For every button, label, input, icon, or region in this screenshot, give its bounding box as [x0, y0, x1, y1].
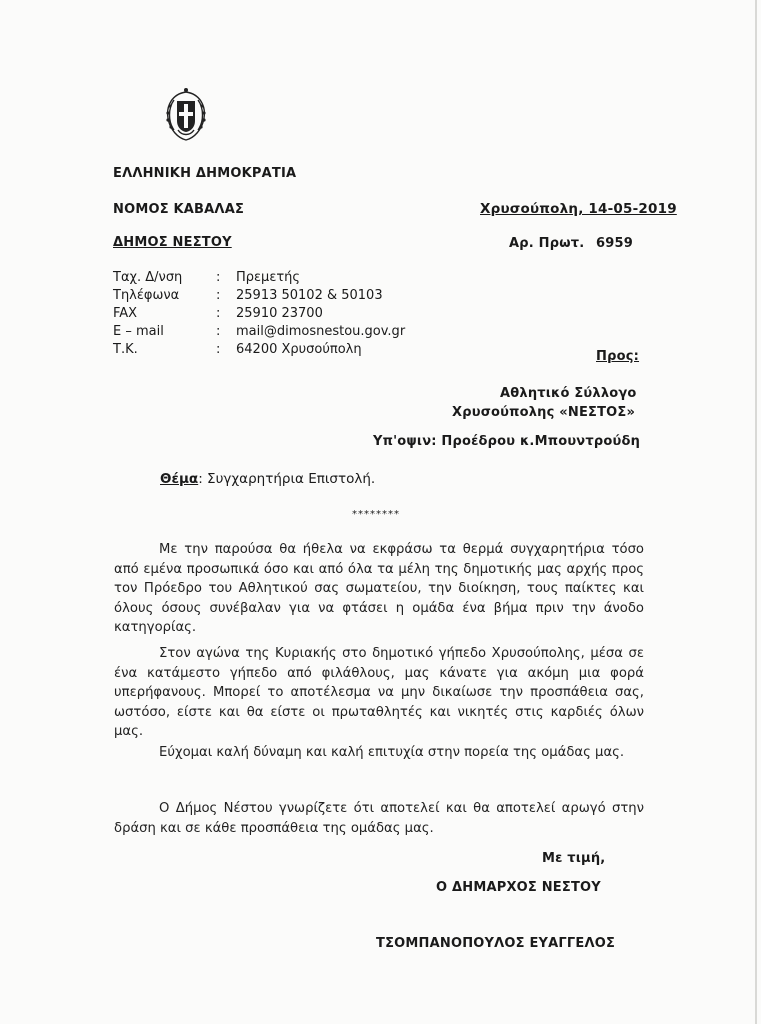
coat-of-arms-icon — [158, 86, 214, 144]
attention-line: Υπ'οψιν: Προέδρου κ.Μπουντρούδη — [373, 434, 641, 449]
body-paragraph: Εύχομαι καλή δύναμη και καλή επιτυχία στην πορεία της ομάδας μας. — [159, 745, 625, 760]
contact-label: FAX — [113, 306, 138, 321]
closing-regards: Με τιμή, — [542, 851, 606, 866]
contact-value: 25913 50102 & 50103 — [236, 288, 383, 303]
place-date: Χρυσούπολη, 14-05-2019 — [480, 201, 677, 217]
contact-colon: : — [216, 306, 221, 321]
to-label: Προς: — [596, 349, 640, 364]
signatory-name: ΤΣΟΜΠΑΝΟΠΟΥΛΟΣ ΕΥΑΓΓΕΛΟΣ — [376, 936, 616, 951]
contact-label: Ταχ. Δ/νση — [113, 270, 183, 285]
protocol-label: Αρ. Πρωτ. — [509, 236, 585, 251]
subject-label: Θέμα — [160, 471, 199, 487]
recipient-line-1: Αθλητικό Σύλλογο — [500, 386, 637, 401]
contact-colon: : — [216, 324, 221, 339]
contact-value: 25910 23700 — [236, 306, 323, 321]
contact-value: Πρεμετής — [236, 270, 301, 285]
contact-colon: : — [216, 288, 221, 303]
contact-colon: : — [216, 270, 221, 285]
contact-value: 64200 Χρυσούπολη — [236, 342, 362, 357]
body-paragraph: Στον αγώνα της Κυριακής στο δημοτικό γήπεδο Χρυσούπολης, μέσα σε ένα κατάμεστο γήπεδο από φιλάθλους, μας κάνατε για ακόμη μια φορά υπερήφανους. Μπορεί το αποτέλεσμα να μην δικαίωσε την προσπάθεια σας, ωστόσο, είστε και θα είστε οι πρωταθλητές και νικητές στις καρδιές όλων μας. — [114, 646, 644, 739]
subject-line — [160, 471, 375, 487]
contact-label: Τηλέφωνα — [113, 288, 180, 303]
subject-text: : Συγχαρητήρια Επιστολή. — [198, 471, 376, 487]
separator: ******** — [352, 509, 400, 520]
contact-label: E – mail — [113, 324, 164, 339]
municipality-heading: ΔΗΜΟΣ ΝΕΣΤΟΥ — [113, 235, 232, 250]
country-heading: ΕΛΛΗΝΙΚΗ ΔΗΜΟΚΡΑΤΙΑ — [113, 166, 297, 181]
signatory-title: Ο ΔΗΜΑΡΧΟΣ ΝΕΣΤΟΥ — [436, 880, 601, 895]
contact-colon: : — [216, 342, 221, 357]
body-paragraph: Με την παρούσα θα ήθελα να εκφράσω τα θερμά συγχαρητήρια τόσο από εμένα προσωπικά όσο και από όλα τα μέλη της δημοτικής μας αρχής προς τον Πρόεδρο του Αθλητικού σας σωματείου, την διοίκηση, τους παίκτες και όλους όσους συνέβαλαν για να φτάσει η ομάδα ένα βήμα πριν την άνοδο κατηγορίας. — [114, 542, 644, 635]
email-link[interactable]: mail@dimosnestou.gov.gr — [236, 324, 406, 339]
body-paragraph: Ο Δήμος Νέστου γνωρίζετε ότι αποτελεί και θα αποτελεί αρωγό στην δράση και σε κάθε προσπάθεια της ομάδας μας. — [114, 801, 644, 836]
recipient-line-2: Χρυσούπολης «ΝΕΣΤΟΣ» — [452, 405, 636, 420]
prefecture-heading: ΝΟΜΟΣ ΚΑΒΑΛΑΣ — [113, 202, 245, 217]
contact-label: Τ.Κ. — [113, 342, 138, 357]
protocol-number: 6959 — [596, 236, 633, 251]
scan-edge — [755, 0, 757, 1024]
